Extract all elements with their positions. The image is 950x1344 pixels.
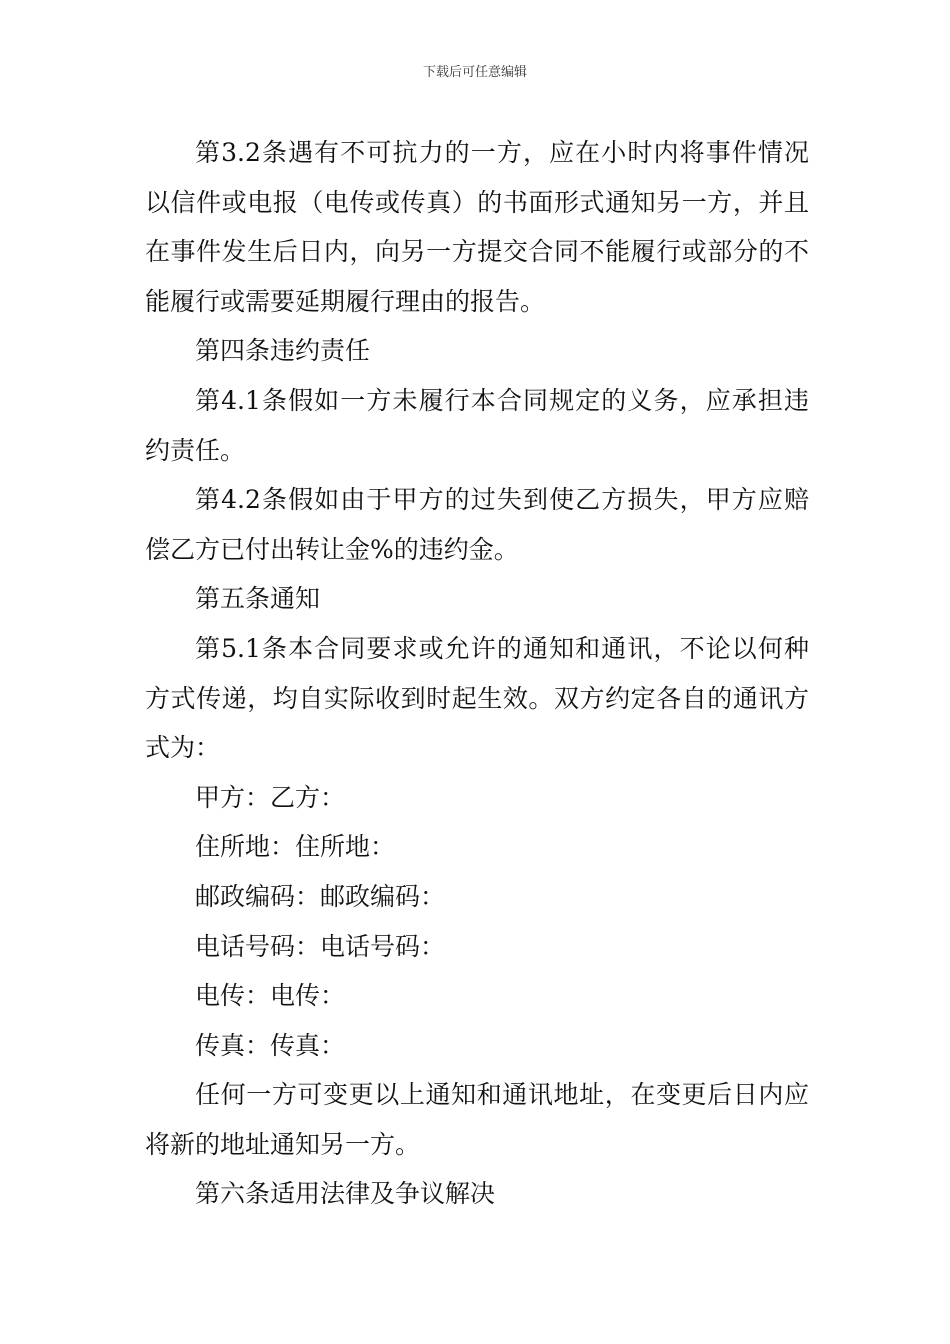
postal-code-line: 邮政编码：邮政编码： xyxy=(195,881,446,911)
address-change-clause: 任何一方可变更以上通知和通讯地址，在变更后日内应将新的地址通知另一方。 xyxy=(145,1080,809,1159)
clause-5-1: 第5.1条本合同要求或允许的通知和通讯，不论以何种方式传递，均自实际收到时起生效。双方约定各自的通讯方式为： xyxy=(145,633,809,763)
section-4-heading: 第四条违约责任 xyxy=(195,336,371,366)
section-6-heading: 第六条适用法律及争议解决 xyxy=(195,1179,496,1209)
fax-line: 传真：传真： xyxy=(195,1030,346,1060)
telex-line: 电传：电传： xyxy=(195,981,346,1011)
page-header: 下载后可任意编辑 xyxy=(422,65,527,80)
document-body xyxy=(145,128,809,1219)
clause-3-2: 第3.2条遇有不可抗力的一方，应在小时内将事件情况以信件或电报（电传或传真）的书面形式通知另一方，并且在事件发生后日内，向另一方提交合同不能履行或部分的不能履行或需要延期履行理由的报告。 xyxy=(145,138,809,316)
section-5-heading: 第五条通知 xyxy=(195,584,321,614)
clause-4-1: 第4.1条假如一方未履行本合同规定的义务，应承担违约责任。 xyxy=(145,385,809,465)
party-line: 甲方：乙方： xyxy=(195,782,346,812)
address-line: 住所地：住所地： xyxy=(195,832,396,862)
clause-4-2: 第4.2条假如由于甲方的过失到使乙方损失，甲方应赔偿乙方已付出转让金%的违约金。 xyxy=(145,485,809,564)
phone-line: 电话号码：电话号码： xyxy=(195,931,446,961)
